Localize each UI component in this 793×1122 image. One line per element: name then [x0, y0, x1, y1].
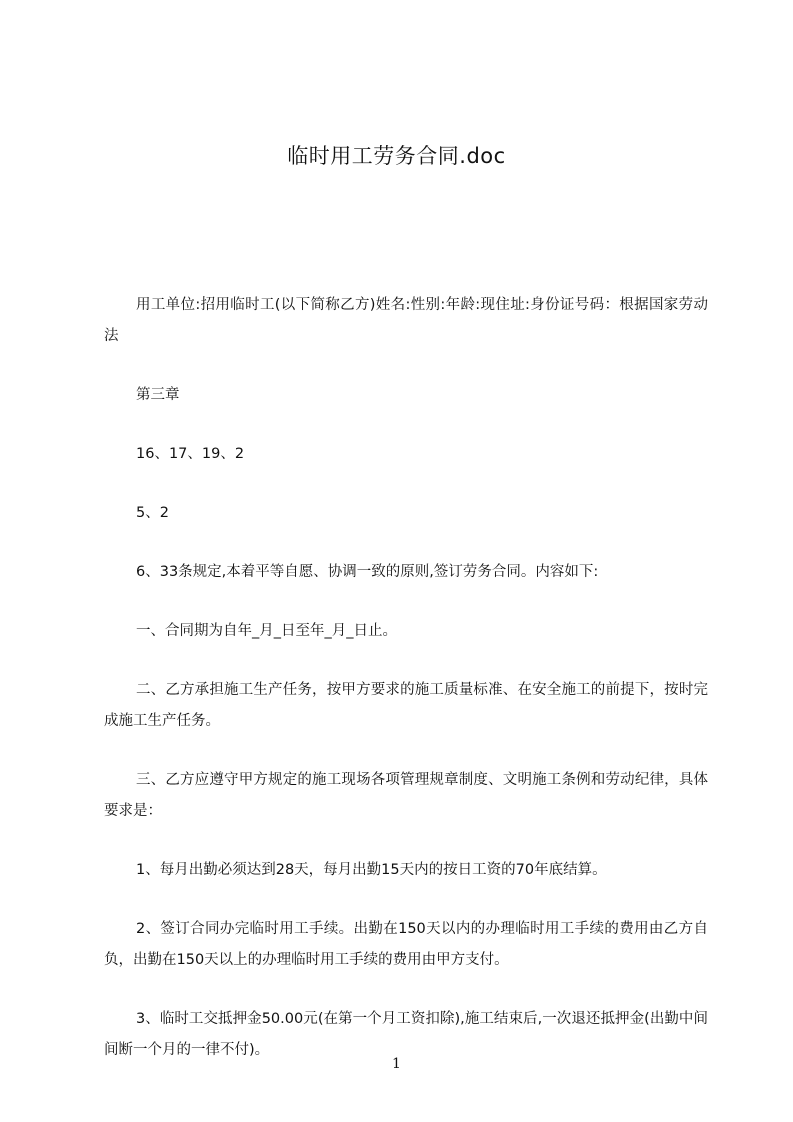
document-title: 临时用工劳务合同.doc: [287, 144, 506, 168]
paragraph-principles: 6、33条规定,本着平等自愿、协调一致的原则,签订劳务合同。内容如下:: [136, 564, 599, 580]
page-number: 1: [392, 1056, 401, 1072]
paragraph-item-1: 1、每月出勤必须达到28天，每月出勤15天内的按日工资的70年底结算。: [136, 862, 607, 878]
paragraph-clause-3: 三、乙方应遵守甲方规定的施工现场各项管理规章制度、文明施工条例和劳动纪律，具体要求是：: [104, 772, 708, 819]
paragraph-chapter: 第三章: [136, 387, 180, 403]
paragraph-item-3: 3、临时工交抵押金50.00元(在第一个月工资扣除),施工结束后,一次退还抵押金(出勤中间间断一个月的一律不付)。: [104, 1011, 708, 1058]
paragraph-item-2: 2、签订合同办完临时用工手续。出勤在150天以内的办理临时用工手续的费用由乙方自负，出勤在150天以上的办理临时用工手续的费用由甲方支付。: [104, 921, 708, 968]
paragraph-parties: 用工单位:招用临时工(以下简称乙方)姓名:性别:年龄:现住址:身份证号码：根据国家劳动法: [104, 297, 708, 344]
paragraph-article-numbers-2: 5、2: [136, 505, 169, 521]
paragraph-term: 一、合同期为自年_月_日至年_月_日止。: [136, 623, 397, 639]
paragraph-clause-2: 二、乙方承担施工生产任务，按甲方要求的施工质量标准、在安全施工的前提下，按时完成施工生产任务。: [104, 682, 708, 729]
document-body: [104, 290, 708, 1066]
paragraph-article-numbers: 16、17、19、2: [136, 446, 245, 462]
